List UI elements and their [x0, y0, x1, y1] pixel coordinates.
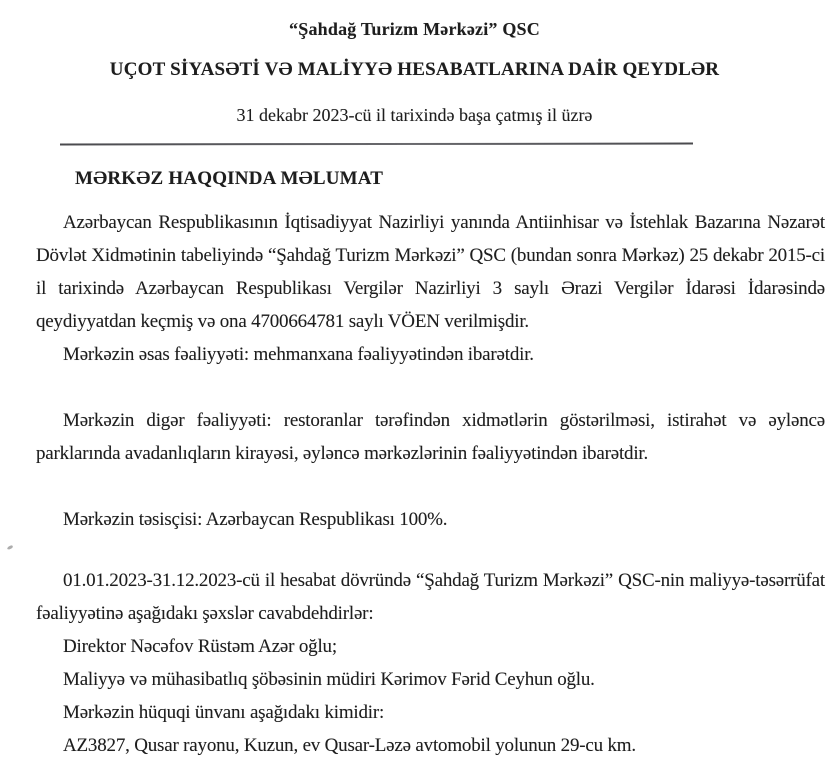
- about-section: [0, 167, 829, 762]
- header-divider: [60, 143, 693, 146]
- paragraph-main-activity: Mərkəzin əsas fəaliyyəti: mehmanxana fəaliyyətindən ibarətdir.: [63, 344, 534, 365]
- paragraph-registration: Azərbaycan Respublikasının İqtisadiyyat Nazirliyi yanında Antiinhisar və İstehlak Bazarına Nəzarət Dövlət Xidmətinin tabeliyində “Şahdağ Turizm Mərkəzi” QSC (bundan sonra Mərkəz) 25 dekabr 2015-ci il tarixində Azərbaycan Respublikası Vergilər Nazirliyi 3 saylı Ərazi Vergilər İdarəsi İdarəsində qeydiyyatdan keçmiş və ona 4700664781 saylı VÖEN verilmişdir.: [36, 212, 825, 332]
- line-legal-address-intro: Mərkəzin hüquqi ünvanı aşağıdakı kimidir:: [63, 702, 385, 723]
- report-title: UÇOT SİYASƏTİ VƏ MALİYYƏ HESABATLARINA DAİR QEYDLƏR: [109, 59, 720, 80]
- line-legal-address: AZ3827, Qusar rayonu, Kuzun, ev Qusar-Ləzə avtomobil yolunun 29-cu km.: [63, 735, 636, 756]
- report-period: 31 dekabr 2023-cü il tarixində başa çatmış il üzrə: [236, 105, 593, 125]
- document-header: [0, 0, 829, 127]
- company-title: “Şahdağ Turizm Mərkəzi” QSC: [289, 19, 540, 39]
- paragraph-other-activity: Mərkəzin digər fəaliyyəti: restoranlar tərəfindən xidmətlərin göstərilməsi, istirahət və əyləncə parklarında avadanlıqların kirayəsi, əyləncə mərkəzlərinin fəaliyyətindən ibarətdir.: [36, 410, 825, 464]
- line-finance-head: Maliyyə və mühasibatlıq şöbəsinin müdiri Kərimov Fərid Ceyhun oğlu.: [63, 669, 595, 690]
- section-heading: MƏRKƏZ HAQQINDA MƏLUMAT: [75, 168, 384, 189]
- paragraph-founder: Mərkəzin təsisçisi: Azərbaycan Respublikası 100%.: [63, 509, 448, 530]
- section-body: [0, 206, 829, 762]
- line-director: Direktor Nəcəfov Rüstəm Azər oğlu;: [63, 636, 337, 657]
- paragraph-responsibility-intro: 01.01.2023-31.12.2023-cü il hesabat dövründə “Şahdağ Turizm Mərkəzi” QSC-nin maliyyə-təsərrüfat fəaliyyətinə aşağıdakı şəxslər cavabdehdirlər:: [36, 570, 825, 624]
